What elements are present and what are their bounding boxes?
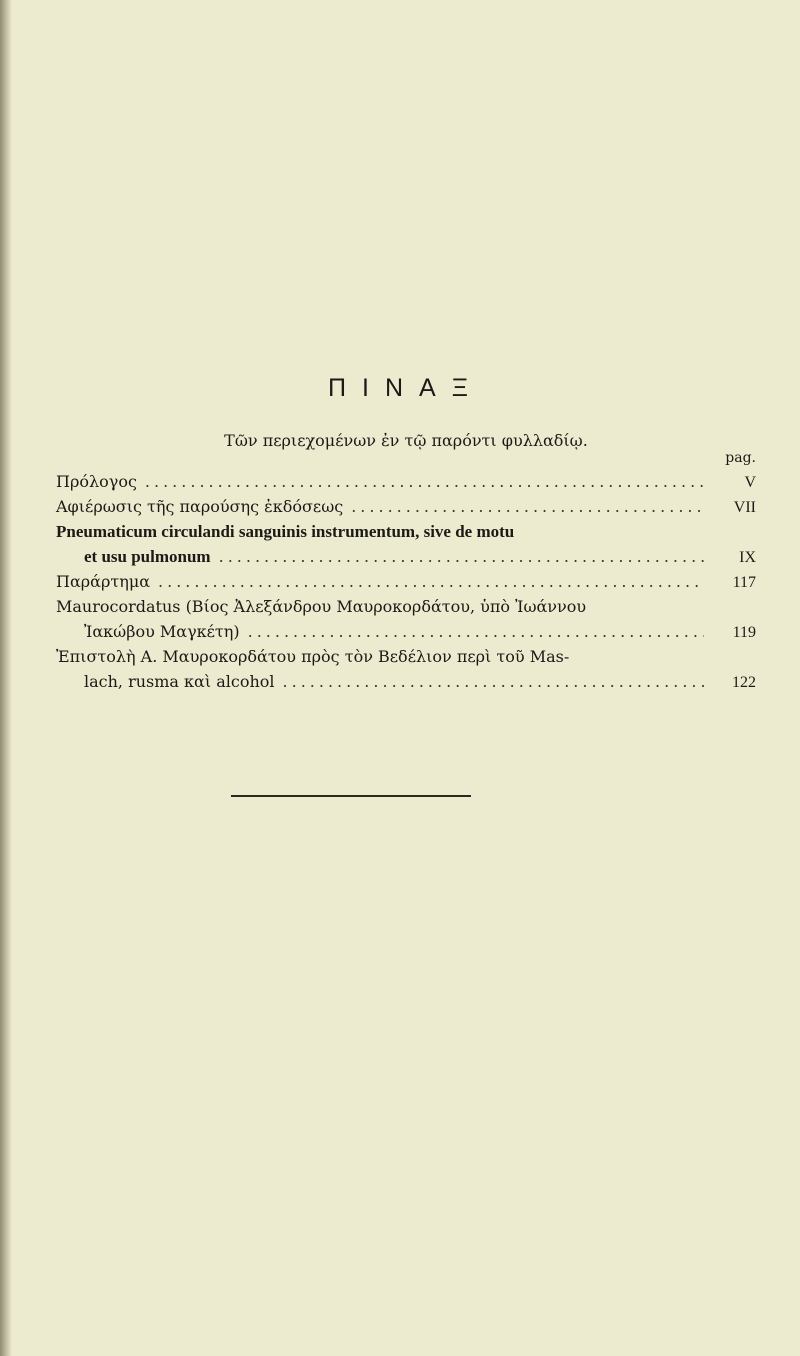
entry-text: et usu pulmonum [84,547,211,566]
leader-dots [248,622,704,641]
page-number: IX [739,549,756,566]
entry-text: Ἰακώβου Μαγκέτη) [84,622,240,641]
entry-text-line1: Ἐπιστολὴ Α. Μαυροκορδάτου πρὸς τὸν Βεδέλιον περὶ τοῦ Mas- [56,647,570,666]
entry-text: Πρόλογος [56,472,137,491]
toc-entry-letter [56,672,756,697]
leader-dots [219,547,704,566]
page-number: 122 [732,674,756,691]
entry-text: lach, rusma καὶ alcohol [84,672,275,691]
entry-text-line1: Pneumaticum circulandi sanguinis instrumentum, sive de motu [56,522,515,541]
leader-dots [158,572,704,591]
leader-dots [283,672,704,691]
pag-label: pag. [725,450,756,466]
toc-entry-pneumaticum [56,547,756,572]
leader-dots [351,497,704,516]
page-number: VII [733,499,756,516]
divider-rule [231,795,471,797]
page-number: V [744,474,756,491]
entry-text: Αφιέρωσις τῆς παρούσης ἐκδόσεως [56,497,344,516]
toc-entry-dedication [56,497,756,522]
page-title: ΠΙΝΑΞ [328,374,484,402]
page-number: 119 [732,624,756,641]
toc-entries [56,472,756,697]
toc-entry-appendix [56,572,756,597]
toc-entry-prologue [56,472,756,497]
toc-entry-maurocordatus [56,622,756,647]
leader-dots [145,472,704,491]
page-edge [0,0,12,1356]
subtitle: Τῶν περιεχομένων ἐν τῷ παρόντι φυλλαδίῳ. [224,431,588,450]
entry-text: Παράρτημα [56,572,151,591]
entry-text-line1: Maurocordatus (Βίος Ἀλεξάνδρου Μαυροκορδάτου, ὑπὸ Ἰωάννου [56,597,587,616]
page-number: 117 [732,574,756,591]
